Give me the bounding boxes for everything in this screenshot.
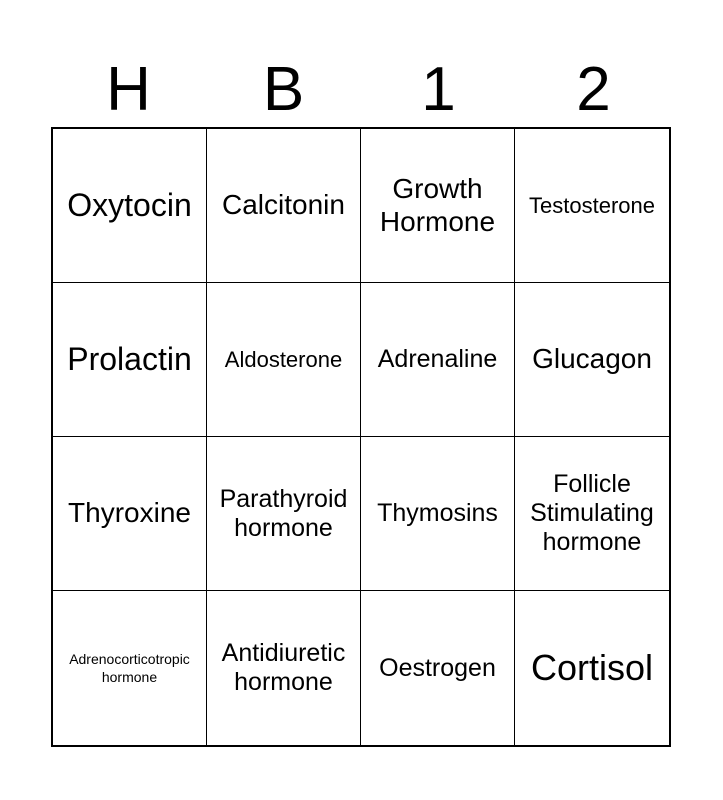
bingo-cell[interactable]: Growth Hormone bbox=[361, 129, 515, 283]
bingo-cell[interactable]: Adrenaline bbox=[361, 283, 515, 437]
bingo-cell[interactable]: Thymosins bbox=[361, 437, 515, 591]
bingo-header bbox=[51, 52, 671, 128]
bingo-cell[interactable]: Antidiuretic hormone bbox=[207, 591, 361, 745]
bingo-cell[interactable]: Parathyroid hormone bbox=[207, 437, 361, 591]
bingo-cell[interactable]: Glucagon bbox=[515, 283, 669, 437]
bingo-cell[interactable]: Oxytocin bbox=[53, 129, 207, 283]
bingo-cell[interactable]: Aldosterone bbox=[207, 283, 361, 437]
bingo-card-grid bbox=[51, 127, 671, 747]
header-letter-1: 1 bbox=[421, 55, 456, 124]
bingo-cell[interactable]: Adrenocorticotropic hormone bbox=[53, 591, 207, 745]
header-letter-b: B bbox=[262, 55, 305, 124]
bingo-cell[interactable]: Prolactin bbox=[53, 283, 207, 437]
header-letter-h: H bbox=[106, 55, 151, 124]
bingo-cell[interactable]: Thyroxine bbox=[53, 437, 207, 591]
bingo-cell[interactable]: Testosterone bbox=[515, 129, 669, 283]
bingo-cell[interactable]: Calcitonin bbox=[207, 129, 361, 283]
bingo-cell[interactable]: Oestrogen bbox=[361, 591, 515, 745]
header-letter-2: 2 bbox=[576, 55, 611, 124]
bingo-cell[interactable]: Follicle Stimulating hormone bbox=[515, 437, 669, 591]
bingo-cell[interactable]: Cortisol bbox=[530, 647, 654, 689]
